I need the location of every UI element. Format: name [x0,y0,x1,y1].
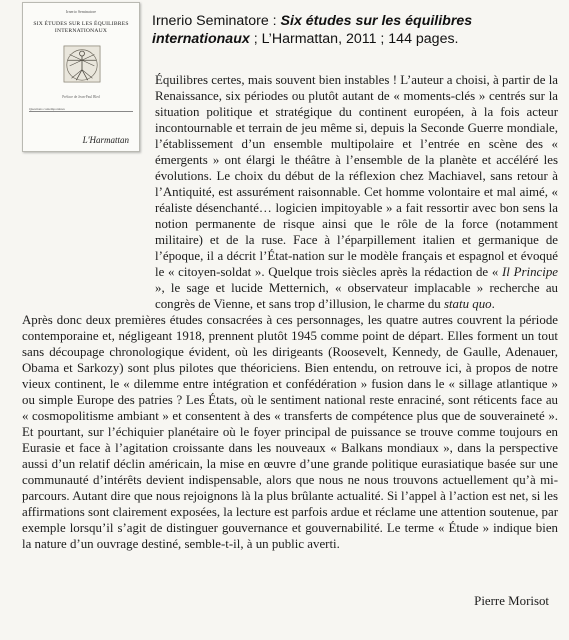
paragraph-2: Après donc deux premières études consacrées à ces personnages, les quatre autres couvrent la période contemporaine et, négligeant 1918, prennent plutôt 1945 comme point de départ. Elles forment un tout sans découpage chronologique évident, où les dirigeants (Roosevelt, Kennedy, de Gaulle, Adenauer, Obama et Sarkozy) sont plus pilotes que théoriciens. Bien entendu, on retrouve ici, à propos de notre vieux continent, le « dilemme entre intégration et confédération » fusion dans le « sillage atlantique » ou simple Europe des patries ? Les États, où le sentiment national reste enraciné, sont réticents face au « cosmopolitisme ambiant » et consentent à des « transferts de compétence plus que de souveraineté ». Et pourtant, sur l’échiquier planétaire où le foyer principal de puissance se trouve comme toujours en Eurasie et face à l’agitation croissante dans les nouveaux « Balkans mondiaux », dans la perspective aussi d’un relatif déclin américain, la mise en œuvre d’une grande politique eurasiatique basée sur une communauté d’intérêts devient indispensable, alors que nous ne nous trouvons actuellement qu’à mi-parcours. Autant dire que nous rejoignons là la plus brûlante actualité. Si l’appel à l’action est net, si les affirmations sont clairement exposées, la lecture est parfois ardue et réclame une attention soutenue, par exemple lorsqu’il s’agit de distinguer gouvernance et gouvernabilité. Le terme « Étude » indique bien la nature d’un ouvrage destiné, semble-t-il, à un public averti. [22,313,558,551]
paragraph-1-text-a: Équilibres certes, mais souvent bien instables ! L’auteur a choisi, à partir de la Renaissance, six périodes ou plutôt autant de « moments-clés » centrés sur la situation politique et stratégique du continent européen, à la fois acteur incontournable et terrain de jeu même si, depuis la Seconde Guerre mondiale, l’établissement d’un ensemble multipolaire et l’entrée en scène des « émergents » ont élargi le théâtre à l’ensemble de la planète et accéléré les évolutions. Le choix du début de la réflexion chez Machiavel, sans retour à l’Antiquité, est assurément raisonnable. Cet homme volontaire et mal aimé, « réaliste désenchanté… logicien impitoyable » a fait ressortir avec bon sens la notion permanente de risque ainsi que le rôle de la force (notamment militaire) et de la ruse. Face à l’éparpillement italien et germanique de l’époque, il a décrit l’État-nation sur le modèle français et espagnol et évoqué le « citoyen-soldat ». Quelque trois siècles après la rédaction de « [155,73,558,279]
review-body [22,72,558,552]
paragraph-1-text-b: », le sage et lucide Metternich, « observateur implacable » recherche au congrès de Vienne, et sans trop d’illusion, le charme du [155,281,558,311]
citation-title: Six études sur les équilibres internationaux [152,13,473,47]
paragraph-1-italic-principe: Il Principe [502,265,558,279]
cover-title: SIX ÉTUDES SUR LES ÉQUILIBRES INTERNATIONAUX [33,21,129,34]
paragraph-1 [22,72,558,312]
cover-publisher-logo: L'Harmattan [82,135,129,145]
paragraph-1-italic-statu-quo: statu quo [443,297,492,311]
citation-details: ; L’Harmattan, 2011 ; 144 pages. [249,31,459,47]
cover-author: Irnerio Seminatore [65,9,97,14]
book-citation [152,12,560,48]
review-signature: Pierre Morisot [474,594,549,608]
paragraph-1-text-c: . [491,297,495,311]
cover-subtitle: Préface de Jean-Paul Bled [62,95,100,99]
cover-collection: Questions contemporaines [29,107,65,111]
citation-author: Irnerio Seminatore : [152,13,281,29]
